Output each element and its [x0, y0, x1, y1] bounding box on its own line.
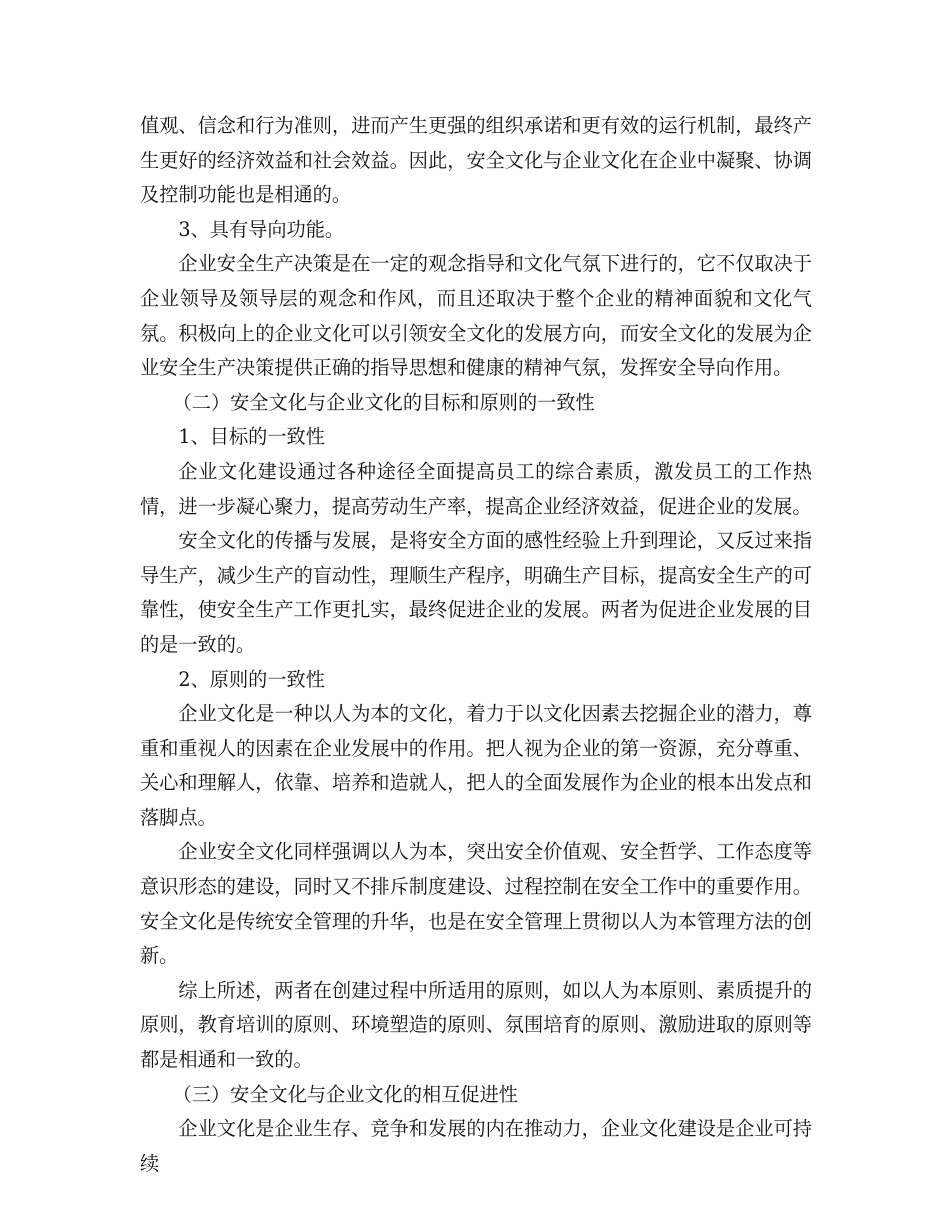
- subheading-principle-consistency: 2、原则的一致性: [178, 667, 325, 691]
- subheading-guiding-function: 3、具有导向功能。: [178, 217, 345, 241]
- paragraph-continuation: 值观、信念和行为准则，进而产生更强的组织承诺和更有效的运行机制，最终产生更好的经济效益和社会效益。因此，安全文化与企业文化在企业中凝聚、协调及控制功能也是相通的。: [140, 114, 812, 207]
- paragraph-safety-people-oriented: 企业安全文化同样强调以人为本，突出安全价值观、安全哲学、工作态度等意识形态的建设，同时又不排斥制度建设、过程控制在安全工作中的重要作用。安全文化是传统安全管理的升华，也是在安全管理上贯彻以人为本管理方法的创新。: [140, 840, 812, 968]
- subheading-goal-consistency: 1、目标的一致性: [178, 425, 325, 449]
- paragraph-driving-force: 企业文化是企业生存、竞争和发展的内在推动力，企业文化建设是企业可持续: [140, 1117, 812, 1175]
- paragraph-guiding-function: 企业安全生产决策是在一定的观念指导和文化气氛下进行的，它不仅取决于企业领导及领导层的观念和作风，而且还取决于整个企业的精神面貌和文化气氛。积极向上的企业文化可以引领安全文化的发展方向，而安全文化的发展为企业安全生产决策提供正确的指导思想和健康的精神气氛，发挥安全导向作用。: [140, 252, 812, 380]
- paragraph-people-oriented: 企业文化是一种以人为本的文化，着力于以文化因素去挖掘企业的潜力，尊重和重视人的因素在企业发展中的作用。把人视为企业的第一资源，充分尊重、关心和理解人，依靠、培养和造就人，把人的全面发展作为企业的根本出发点和落脚点。: [140, 702, 812, 829]
- paragraph-enterprise-culture-goal: 企业文化建设通过各种途径全面提高员工的综合素质，激发员工的工作热情，进一步凝心聚力，提高劳动生产率，提高企业经济效益，促进企业的发展。: [140, 459, 812, 518]
- section-heading-goals-principles: （二）安全文化与企业文化的目标和原则的一致性: [172, 390, 595, 414]
- paragraph-summary: 综上所述，两者在创建过程中所适用的原则，如以人为本原则、素质提升的原则，教育培训的原则、环境塑造的原则、氛围培育的原则、激励进取的原则等都是相通和一致的。: [140, 978, 812, 1072]
- document-body: [140, 109, 812, 1181]
- section-heading-mutual-promotion: （三）安全文化与企业文化的相互促进性: [172, 1082, 518, 1106]
- paragraph-safety-culture-goal: 安全文化的传播与发展，是将安全方面的感性经验上升到理论，又反过来指导生产，减少生产的盲动性，理顺生产程序，明确生产目标，提高安全生产的可靠性，使安全生产工作更扎实，最终促进企业的发展。两者为促进企业发展的目的是一致的。: [140, 529, 812, 656]
